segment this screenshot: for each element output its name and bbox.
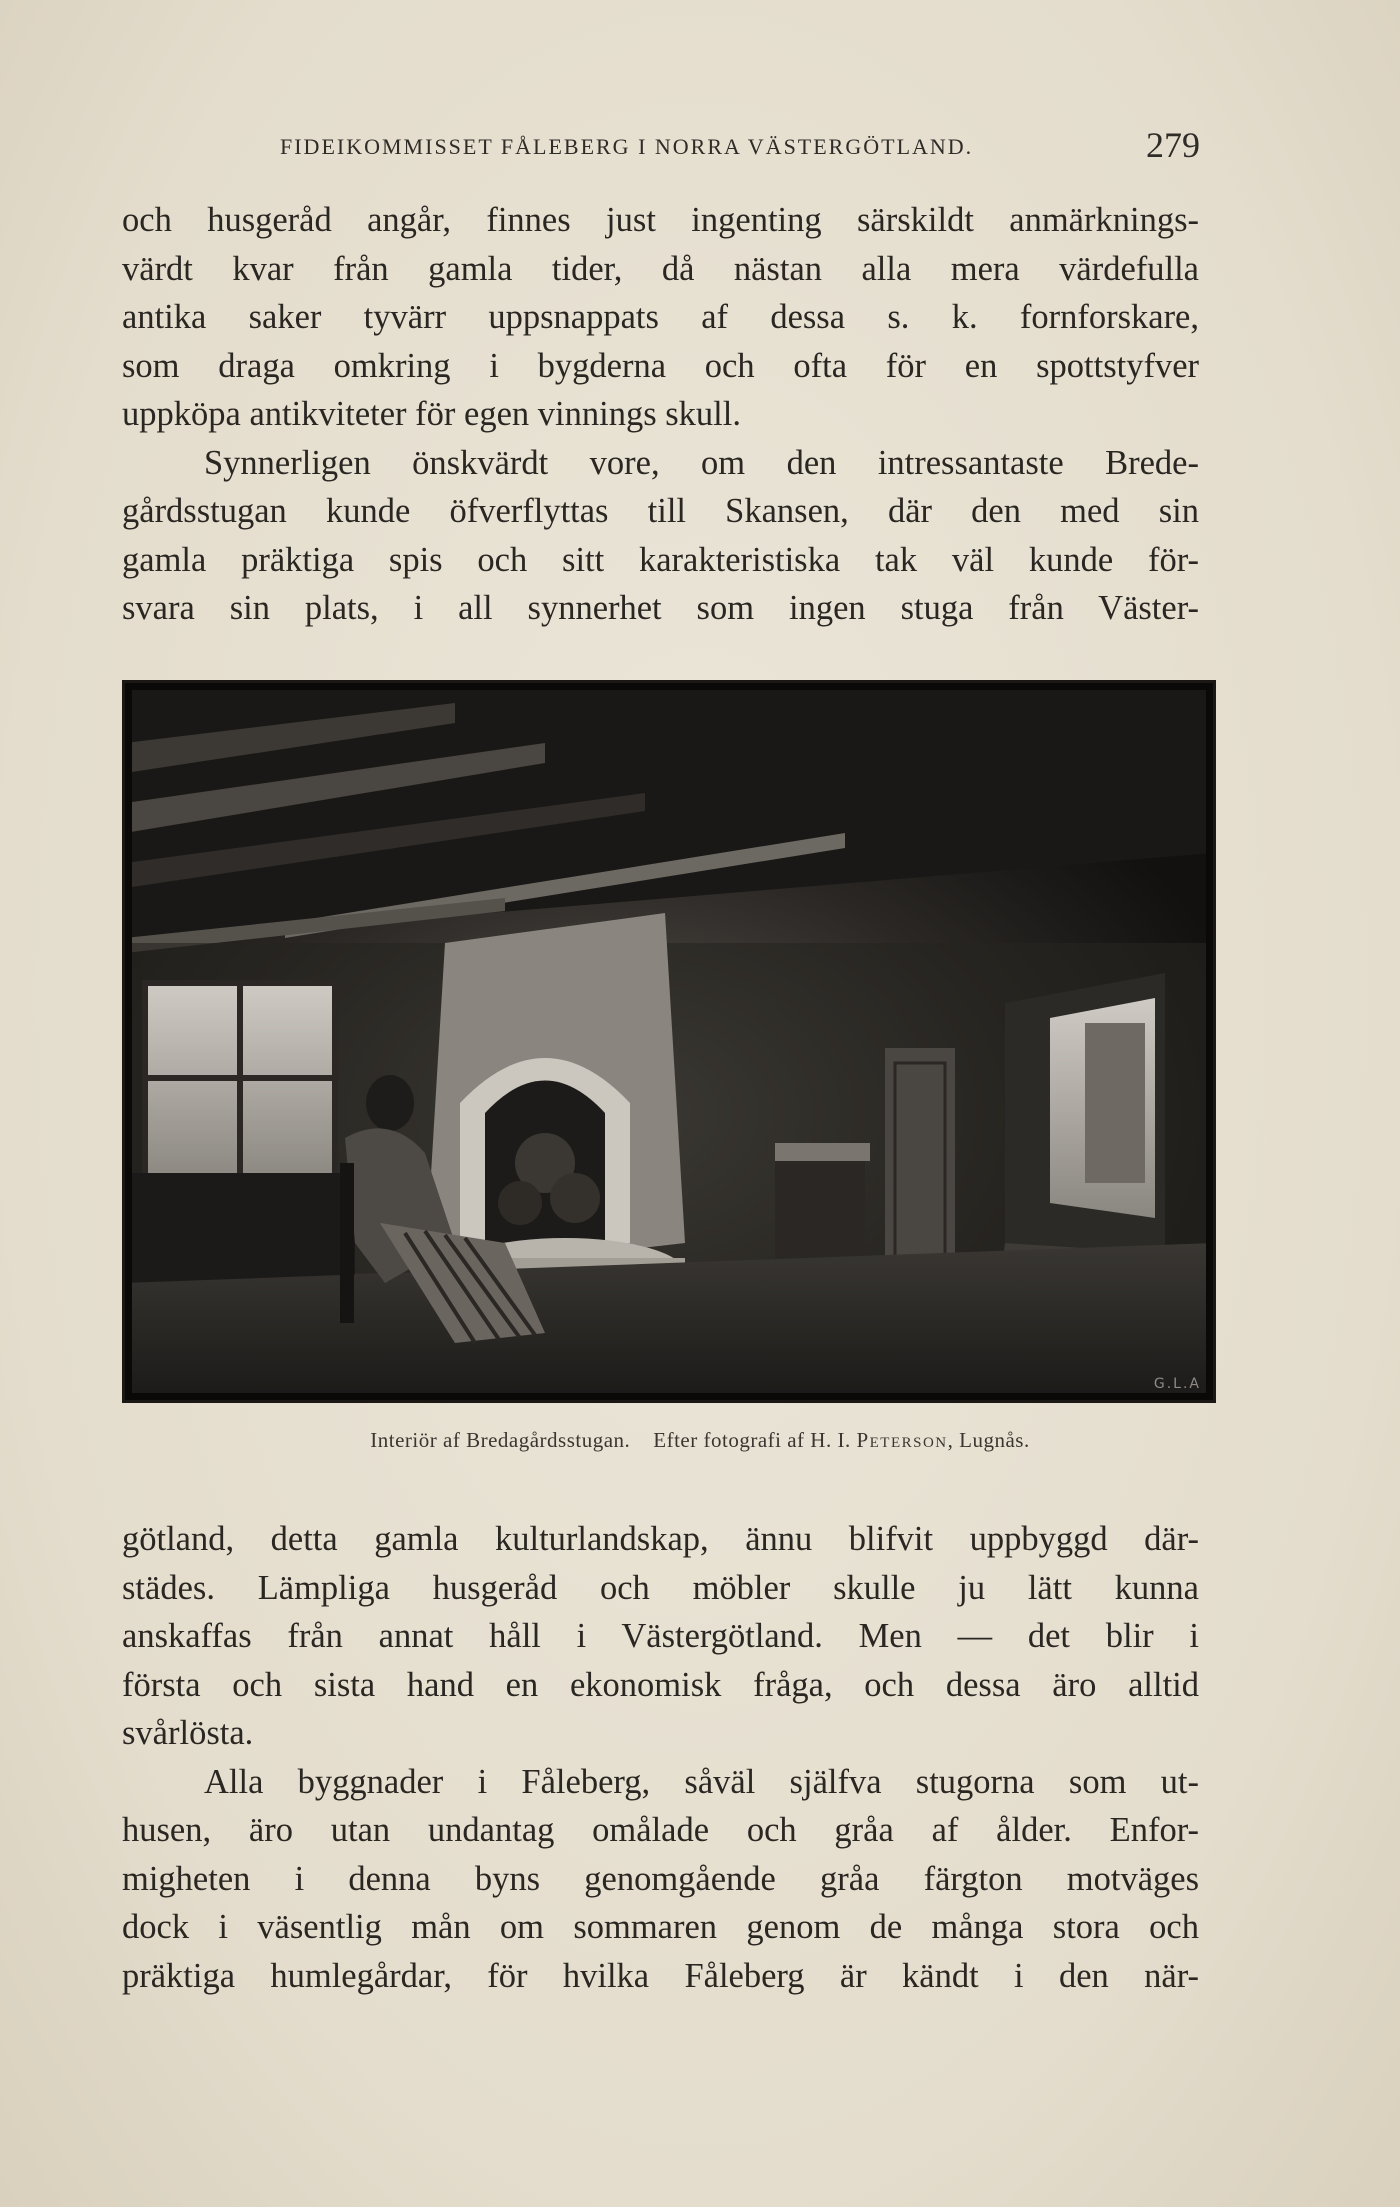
page-number: 279 (1146, 125, 1200, 165)
caption-place: , Lugnås. (947, 1428, 1030, 1452)
text-line: gamla präktiga spis och sitt karakteristiska tak väl kunde för- (122, 540, 1199, 579)
text-line: präktiga humlegårdar, för hvilka Fåleberg är kändt i den när- (122, 1956, 1199, 1995)
text-line: svårlösta. (122, 1714, 254, 1752)
photograph-illustration (125, 683, 1213, 1400)
paragraph-block-bottom (122, 1515, 1199, 2000)
text-line: uppköpa antikviteter för egen vinnings skull. (122, 395, 741, 433)
text-line: anskaffas från annat håll i Västergötland. Men — det blir i (122, 1617, 1199, 1655)
running-title: FIDEIKOMMISSET FÅLEBERG I NORRA VÄSTERGÖTLAND. (280, 134, 974, 159)
text-line: svara sin plats, i all synnerhet som ingen stuga från Väster- (122, 589, 1199, 627)
figure-caption (0, 1428, 1400, 1453)
running-head (280, 125, 1200, 166)
caption-photographer: Peterson (856, 1428, 948, 1452)
caption-credit: Efter fotografi af H. I. (653, 1428, 851, 1452)
text-line: som draga omkring i bygderna och ofta för en spottstyfver (122, 346, 1199, 385)
interior-photograph (122, 680, 1216, 1403)
text-line: gårdsstugan kunde öfverflyttas till Skansen, där den med sin (122, 492, 1199, 530)
text-line: städes. Lämpliga husgeråd och möbler skulle ju lätt kunna (122, 1568, 1199, 1607)
text-line: Alla byggnader i Fåleberg, såväl själfva stugorna som ut- (204, 1762, 1199, 1801)
text-line: husen, äro utan undantag omålade och gråa af ålder. Enfor- (122, 1811, 1199, 1849)
text-line: götland, detta gamla kulturlandskap, ännu blifvit uppbyggd där- (122, 1520, 1199, 1558)
text-line: migheten i denna byns genomgående gråa färgton motväges (122, 1859, 1199, 1898)
engraver-initials: G.L.A (1153, 1376, 1201, 1392)
text-line: värdt kvar från gamla tider, då nästan alla mera värdefulla (122, 249, 1199, 288)
paragraph-block-top (122, 196, 1199, 633)
text-line: dock i väsentlig mån om sommaren genom de många stora och (122, 1908, 1199, 1946)
caption-title: Interiör af Bredagårdsstugan. (370, 1428, 631, 1452)
text-line: Synnerligen önskvärdt vore, om den intressantaste Brede- (204, 443, 1199, 482)
text-line: antika saker tyvärr uppsnappats af dessa s. k. fornforskare, (122, 298, 1199, 336)
text-line: och husgeråd angår, finnes just ingenting särskildt anmärknings- (122, 201, 1199, 239)
text-line: första och sista hand en ekonomisk fråga, och dessa äro alltid (122, 1665, 1199, 1704)
